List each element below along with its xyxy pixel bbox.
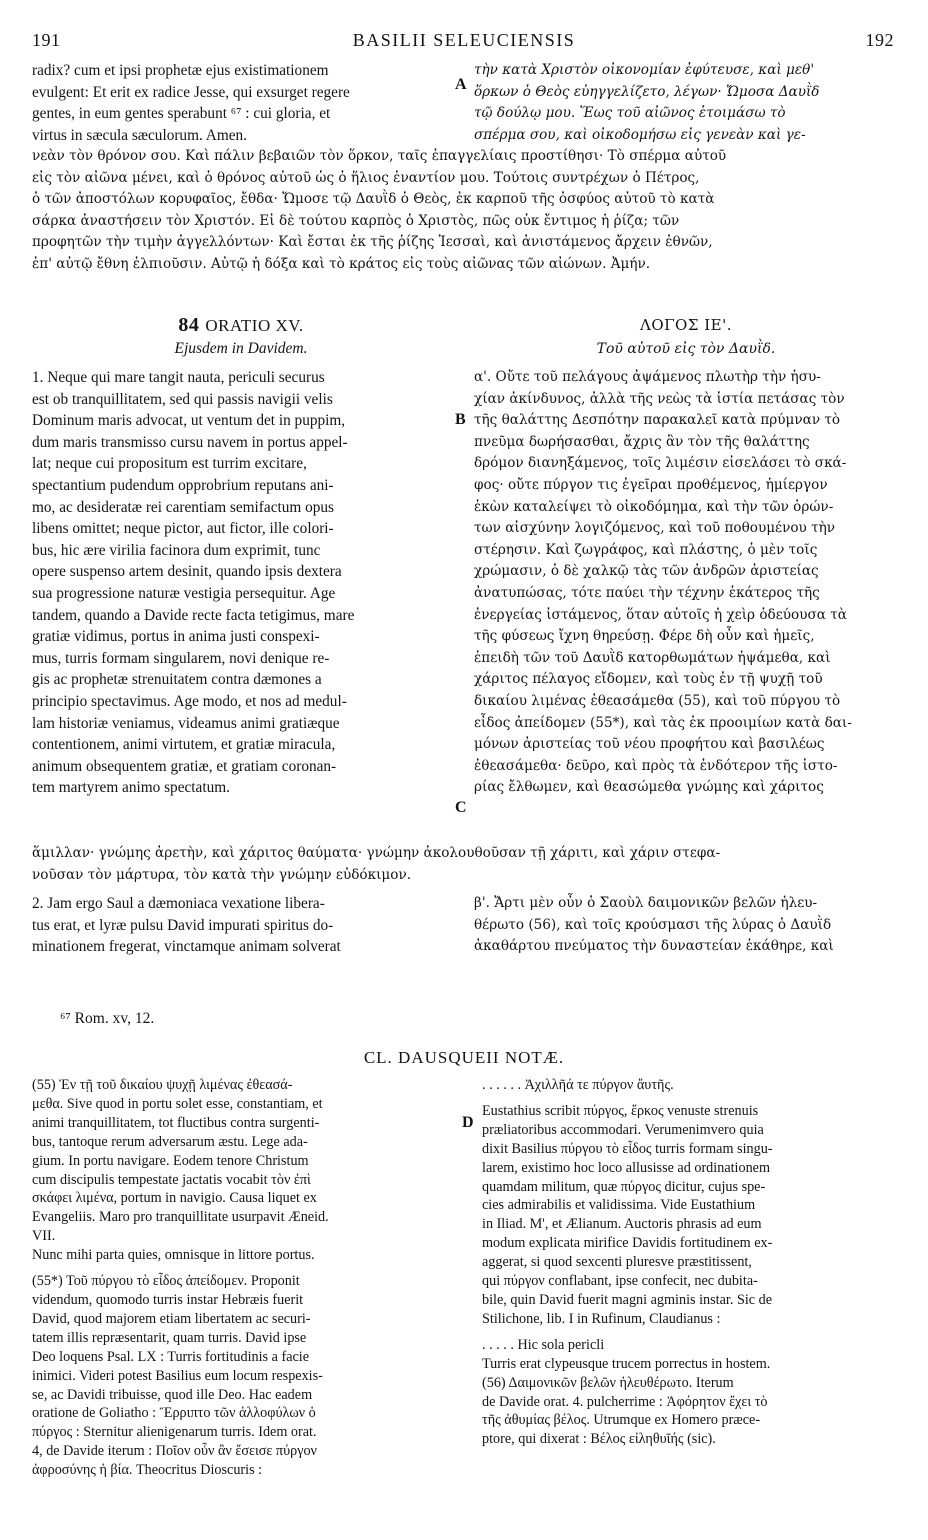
text-line: videndum, quomodo turris instar Hebræis fuerit: [32, 1291, 304, 1308]
section2-latin-column: [32, 893, 450, 958]
text-line: tus erat, et lyræ pulsu David impurati spiritus do-: [32, 916, 334, 934]
greek-oration-title: ΛΟΓΟΣ ΙΕ'.: [640, 316, 732, 334]
text-line: Dominum maris advocat, ut ventum det in puppim,: [32, 412, 346, 430]
text-line: (55) Ἐν τῇ τοῦ δικαίου ψυχῇ λιμένας ἐθεασά-: [32, 1077, 293, 1093]
text-line: εἰς τὸν αἰῶνα μένει, καὶ ὁ θρόνος αὐτοῦ ὡς ὁ ἥλιος ἐναντίον μου. Τούτοις συντρέχων ὁ Πέτρος,: [32, 169, 700, 186]
text-line: est ob tranquillitatem, sed qui passis navigii velis: [32, 390, 333, 408]
notes-left-column: [32, 1076, 456, 1480]
text-line: δρόμον διανηξάμενος, τοῖς λιμέσιν εἰσελάσει τὸ σκά-: [474, 455, 847, 472]
text-line: πνεῦμα δωρήσασθαι, ἄχρις ἂν τὸν τῆς θαλάττης: [474, 433, 810, 450]
text-line: cum discipulis tempestate jactatis vocabit τὸν ἐπὶ: [32, 1171, 311, 1188]
text-line: 4, de Davide iterum : Ποῖον οὖν ἂν ἔσεισε πύργον: [32, 1443, 317, 1460]
text-line: tatem illis repræsentarit, quam turris. David ipse: [32, 1329, 307, 1346]
text-line: . . . . . . Ἀχιλλῆά τε πύργον ἄυτῆς.: [482, 1077, 674, 1093]
text-line: ἐπ' αὐτῷ ἔθνη ἐλπιοῦσιν. Αὐτῷ ἡ δόξα καὶ τὸ κράτος εἰς τοὺς αἰῶνας τῶν αἰώνων. Ἀμήν.: [32, 255, 651, 272]
text-line: [32, 1265, 456, 1272]
text-line: sua progressione naturæ vestigia persequitur. Age: [32, 584, 336, 602]
section1-fullwidth-text: [32, 843, 898, 886]
text-line: evulgent: Et erit ex radice Jesse, qui exsurget regere: [32, 83, 350, 101]
text-line: animum obsequentem gratiæ, et gratiam coronan-: [32, 757, 337, 775]
text-line: ἀνατυπώσας, τότε παύει τὴν τέχνην ἑκάτερος τῆς: [474, 584, 820, 601]
text-line: 2. Jam ergo Saul a dæmoniaca vexatione libera-: [32, 895, 325, 912]
text-line: τῆς ἀθυμίας βέλος. Utrumque ex Homero præce-: [482, 1412, 761, 1429]
text-line: δικαίου λιμένας ἐθεασάμεθα (55), καὶ τοῦ πύργου τὸ: [474, 692, 841, 709]
text-line: gentes, in eum gentes sperabunt ⁶⁷ : cui gloria, et: [32, 105, 331, 123]
text-line: πύργος : Sternitur alienigenarum turris. Idem orat.: [32, 1424, 317, 1441]
text-line: cies admirabilis et validissima. Vide Eustathium: [482, 1197, 756, 1214]
margin-letter-c: C: [455, 799, 467, 816]
text-line: νεὰν τὸν θρόνον σου. Καὶ πάλιν βεβαιῶν τὸν ὅρκον, ταῖς ἐπαγγελίαις προστίθησι· Τὸ σπέρμα αὐτοῦ: [32, 148, 727, 164]
text-line: opere suspenso artem desinit, quando ipsis dextera: [32, 563, 342, 581]
page-number-right: 192: [865, 30, 894, 50]
text-line: larem, existimo hoc loco allusisse ad ordinationem: [482, 1159, 771, 1176]
section2-greek-column: [474, 893, 898, 958]
text-line: qui πύργον conflabant, ipse confecit, nec dubita-: [482, 1273, 758, 1290]
text-line: David, quod majorem etiam libertatem ac securi-: [32, 1310, 311, 1327]
text-line: ἐθεασάμεθα· δεῦρο, καὶ πρὸς τὰ ἐνδότερον τῆς ἱστο-: [474, 757, 838, 774]
text-line: modum explicata mirifice Davidis fortitudinem ex-: [482, 1235, 773, 1252]
margin-letter-a: A: [455, 76, 467, 93]
text-line: τῆς θαλάττης Δεσπότην παρακαλεῖ κατὰ πρύμναν τὸ: [474, 412, 841, 429]
text-line: τῆς φύσεως ἴχνη θηρεύσῃ. Φέρε δὴ οὖν καὶ ἡμεῖς,: [474, 628, 815, 645]
text-line: spectantium pudendum opprobrium reputans ani-: [32, 476, 334, 494]
text-line: φος· οὔτε πύργον τις ἐγεῖραι προθέμενος, ἡμίεργον: [474, 476, 828, 493]
text-line: ρίας ἔλθωμεν, καὶ θεασώμεθα γνώμης καὶ χάριτος: [474, 779, 824, 796]
text-line: Evangeliis. Maro pro tranquillitate usurpavit Æneid.: [32, 1209, 329, 1226]
text-line: lat; neque cui propositum est turrim excitare,: [32, 455, 307, 473]
text-line: ptore, qui dixerat : Βέλος εἰληθυῖής (sic).: [482, 1431, 716, 1448]
text-line: [482, 1095, 898, 1102]
text-line: bile, quin David fuerit magni agminis instar. Sic de: [482, 1291, 773, 1308]
text-line: præliatoribus accommodari. Verumenimvero quia: [482, 1121, 764, 1138]
text-line: ἀφροσύνης ἡ βία. Theocritus Dioscuris :: [32, 1462, 263, 1479]
text-line: inimici. Videri potest Basilius eum locum respexis-: [32, 1367, 323, 1384]
section1-greek-column: [474, 367, 898, 799]
text-line: Deo loquens Psal. LX : Turris fortitudinis a facie: [32, 1348, 310, 1365]
latin-title-text: ORATIO XV.: [205, 316, 304, 335]
text-line: in Iliad. M', et Ælianum. Auctoris phrasis ad eum: [482, 1216, 762, 1233]
text-line: radix? cum et ipsi prophetæ ejus existimationem: [32, 62, 329, 79]
text-line: στέρησιν. Καὶ ζωγράφος, καὶ πλάστης, ὁ μὲν τοῖς: [474, 541, 818, 558]
margin-letter-d: D: [462, 1114, 474, 1131]
text-line: gium. In portu navigare. Eodem tenore Christum: [32, 1152, 309, 1169]
text-line: VII.: [32, 1228, 56, 1245]
text-line: εἶδος ἀπείδομεν (55*), καὶ τὰς ἐκ προοιμίων κατὰ δαι-: [474, 714, 852, 731]
text-line: των αἰσχύνην λογιζόμενος, καὶ τοῦ ποθουμένου τὴν: [474, 520, 836, 537]
text-line: ὁ τῶν ἀποστόλων κορυφαῖος, ἔθδα· Ὤμοσε τῷ Δαυῒδ ὁ Θεὸς, ἐκ καρποῦ τῆς ὀσφύος αὐτοῦ τὸ κατὰ: [32, 191, 715, 208]
text-line: aggerat, si quod sexcenti pluresve præstitissent,: [482, 1254, 752, 1271]
page-number-left: 191: [32, 30, 61, 50]
oration-number: 84: [178, 314, 200, 336]
text-line: tandem, quando a Davide recte facta tetigimus, mare: [32, 606, 355, 624]
top-latin-column: [32, 60, 450, 146]
greek-oration-subtitle: Τοῦ αὐτοῦ εἰς τὸν Δαυῒδ.: [596, 341, 776, 357]
text-line: dixit Basilius πύργου τὸ εἶδος turris formam singu-: [482, 1140, 773, 1157]
text-line: contentionem, animi virtutem, et gratiæ miracula,: [32, 736, 336, 754]
latin-oration-title: [32, 314, 450, 337]
notes-title: CL. DAUSQUEII NOTÆ.: [363, 1048, 565, 1067]
text-line: mo, ac desideratæ rei carentiam semifactum opus: [32, 498, 335, 516]
text-line: χίαν ἀκίνδυνος, ἀλλὰ τῆς νεὼς τὰ ἱστία πετάσας τὸν: [474, 390, 845, 407]
text-line: gis ac prophetæ strenuitatem contra dæmones a: [32, 671, 322, 689]
text-line: σάρκα ἀναστήσειν τὸν Χριστόν. Εἰ δὲ τούτου καρπὸς ὁ Χριστὸς, πῶς οὐκ ἔντιμος ἡ ῥίζα; τῶν: [32, 212, 680, 229]
text-line: 1. Neque qui mare tangit nauta, periculi securus: [32, 369, 325, 386]
latin-oration-subtitle: Ejusdem in Davidem.: [174, 340, 308, 357]
text-line: α'. Οὔτε τοῦ πελάγους ἀψάμενος πλωτὴρ τὴν ἡσυ-: [474, 369, 821, 385]
text-line: bus, hic ære virilia facinora dum exprimit, tunc: [32, 541, 321, 559]
text-line: virtus in sæcula sæculorum. Amen.: [32, 126, 247, 144]
text-line: θέρωτο (56), καὶ τοῖς κρούσμασι τῆς λύρας ὁ Δαυῒδ: [474, 916, 832, 933]
text-line: ἐπειδὴ τῶν τοῦ Δαυῒδ κατορθωμάτων ἡψάμεθα, καὶ: [474, 649, 831, 666]
text-line: mus, turris formam singularem, novi denique re-: [32, 649, 330, 667]
top-fullwidth-text: [32, 146, 898, 276]
text-line: (55*) Τοῦ πύργου τὸ εἶδος ἀπείδομεν. Proponit: [32, 1273, 300, 1290]
text-line: β'. Ἄρτι μὲν οὖν ὁ Σαοὺλ δαιμονικῶν βελῶν ἠλευ-: [474, 895, 818, 911]
text-line: Eustathius scribit πύργος, ἕρκος venuste strenuis: [482, 1102, 759, 1119]
text-line: libens omittet; neque pictor, aut fictor, ille colori-: [32, 520, 334, 538]
text-line: τῷ δούλῳ μου. Ἕως τοῦ αἰῶνος ἑτοιμάσω τὸ: [474, 105, 786, 122]
text-line: minationem fregerat, vinctamque animam solverat: [32, 938, 341, 956]
text-line: bus, tantoque rerum adversarum æstu. Lege ada-: [32, 1133, 308, 1150]
text-line: μόνων ἀριστείας τοῦ νέου προφήτου καὶ βασιλέως: [474, 736, 825, 753]
text-line: [482, 1329, 898, 1336]
text-line: ἀκαθάρτου πνεύματος τὴν δυναστείαν ἐκάθηρε, καὶ: [474, 938, 834, 955]
text-line: se, ac Davidi tribuisse, quod ille Deo. Hac eadem: [32, 1386, 313, 1403]
text-line: νοῦσαν τὸν μάρτυρα, τὸν κατὰ τὴν γνώμην εὐδόκιμον.: [32, 866, 412, 883]
text-line: . . . . . Hic sola pericli: [482, 1336, 605, 1353]
text-line: Nunc mihi parta quies, omnisque in littore portus.: [32, 1247, 315, 1264]
footnote: ⁶⁷ Rom. xv, 12.: [60, 1010, 155, 1027]
text-line: ἑκὼν καταλείψει τὸ οἰκοδόμημα, καὶ τὴν τῶν ὁρών-: [474, 498, 834, 515]
notes-right-column: [482, 1076, 898, 1449]
text-line: lam historiæ veniamus, videamus animi gratiæque: [32, 714, 340, 732]
text-line: προφητῶν τὴν τιμὴν ἀγγελλόντων· Καὶ ἔσται ἐκ τῆς ῥίζης Ἰεσσαὶ, καὶ ἀνιστάμενος ἄρχειν ἐθνῶν,: [32, 234, 713, 251]
text-line: tem martyrem animo spectatum.: [32, 779, 230, 797]
text-line: ἐνεργείας ἱστάμενος, ὅταν αὐτοῖς ἡ χεὶρ ὁδεύουσα τὰ: [474, 606, 847, 623]
text-line: principio spectavimus. Age modo, et nos ad medul-: [32, 692, 347, 710]
text-line: τὴν κατὰ Χριστὸν οἰκονομίαν ἐφύτευσε, καὶ μεθ': [474, 62, 815, 78]
text-line: (56) Δαιμονικῶν βελῶν ἠλευθέρωτο. Iterum: [482, 1374, 734, 1391]
text-line: σπέρμα σου, καὶ οἰκοδομήσω εἰς γενεὰν καὶ γε-: [474, 126, 806, 143]
text-line: animi tranquillitatem, tot fluctibus contra surgenti-: [32, 1114, 320, 1131]
text-line: gratiæ vidimus, portus in anima justi conspexi-: [32, 628, 320, 646]
text-line: Stilichone, lib. I in Rufinum, Claudianus :: [482, 1310, 721, 1327]
section1-latin-column: [32, 367, 450, 799]
text-line: σκάφει λιμένα, portum in navigio. Causa liquet ex: [32, 1190, 317, 1207]
text-line: Turris erat clypeusque trucem porrectus in hostem.: [482, 1355, 771, 1372]
running-title: BASILII SELEUCIENSIS: [352, 30, 576, 50]
text-line: ὅρκων ὁ Θεὸς εὐηγγελίζετο, λέγων· Ὤμοσα Δαυῒδ: [474, 83, 820, 100]
top-greek-column: [474, 60, 898, 146]
text-line: ἅμιλλαν· γνώμης ἀρετὴν, καὶ χάριτος θαύματα· γνώμην ἀκολουθοῦσαν τῇ χάριτι, καὶ χάριν στεφα-: [32, 845, 721, 861]
text-line: χρώμασιν, ὁ δὲ χαλκῷ τὰς τῶν ἀνδρῶν ἀριστείας: [474, 563, 819, 580]
text-line: dum maris transmisso cursu navem in portus appel-: [32, 433, 348, 451]
text-line: oratione de Goliatho : Ἔρριπτο τῶν ἀλλοφύλων ὁ: [32, 1405, 316, 1422]
text-line: μεθα. Sive quod in portu solet esse, constantiam, et: [32, 1095, 323, 1112]
text-line: χάριτος πέλαγος εἴδομεν, καὶ τοὺς ἐν τῇ ψυχῇ τοῦ: [474, 671, 823, 688]
margin-letter-b: B: [455, 411, 466, 428]
text-line: de Davide orat. 4. pulcherrime : Ἀφόρητον ἔχει τὸ: [482, 1393, 768, 1410]
text-line: quamdam militum, quæ πύργος dicitur, cujus spe-: [482, 1178, 766, 1195]
